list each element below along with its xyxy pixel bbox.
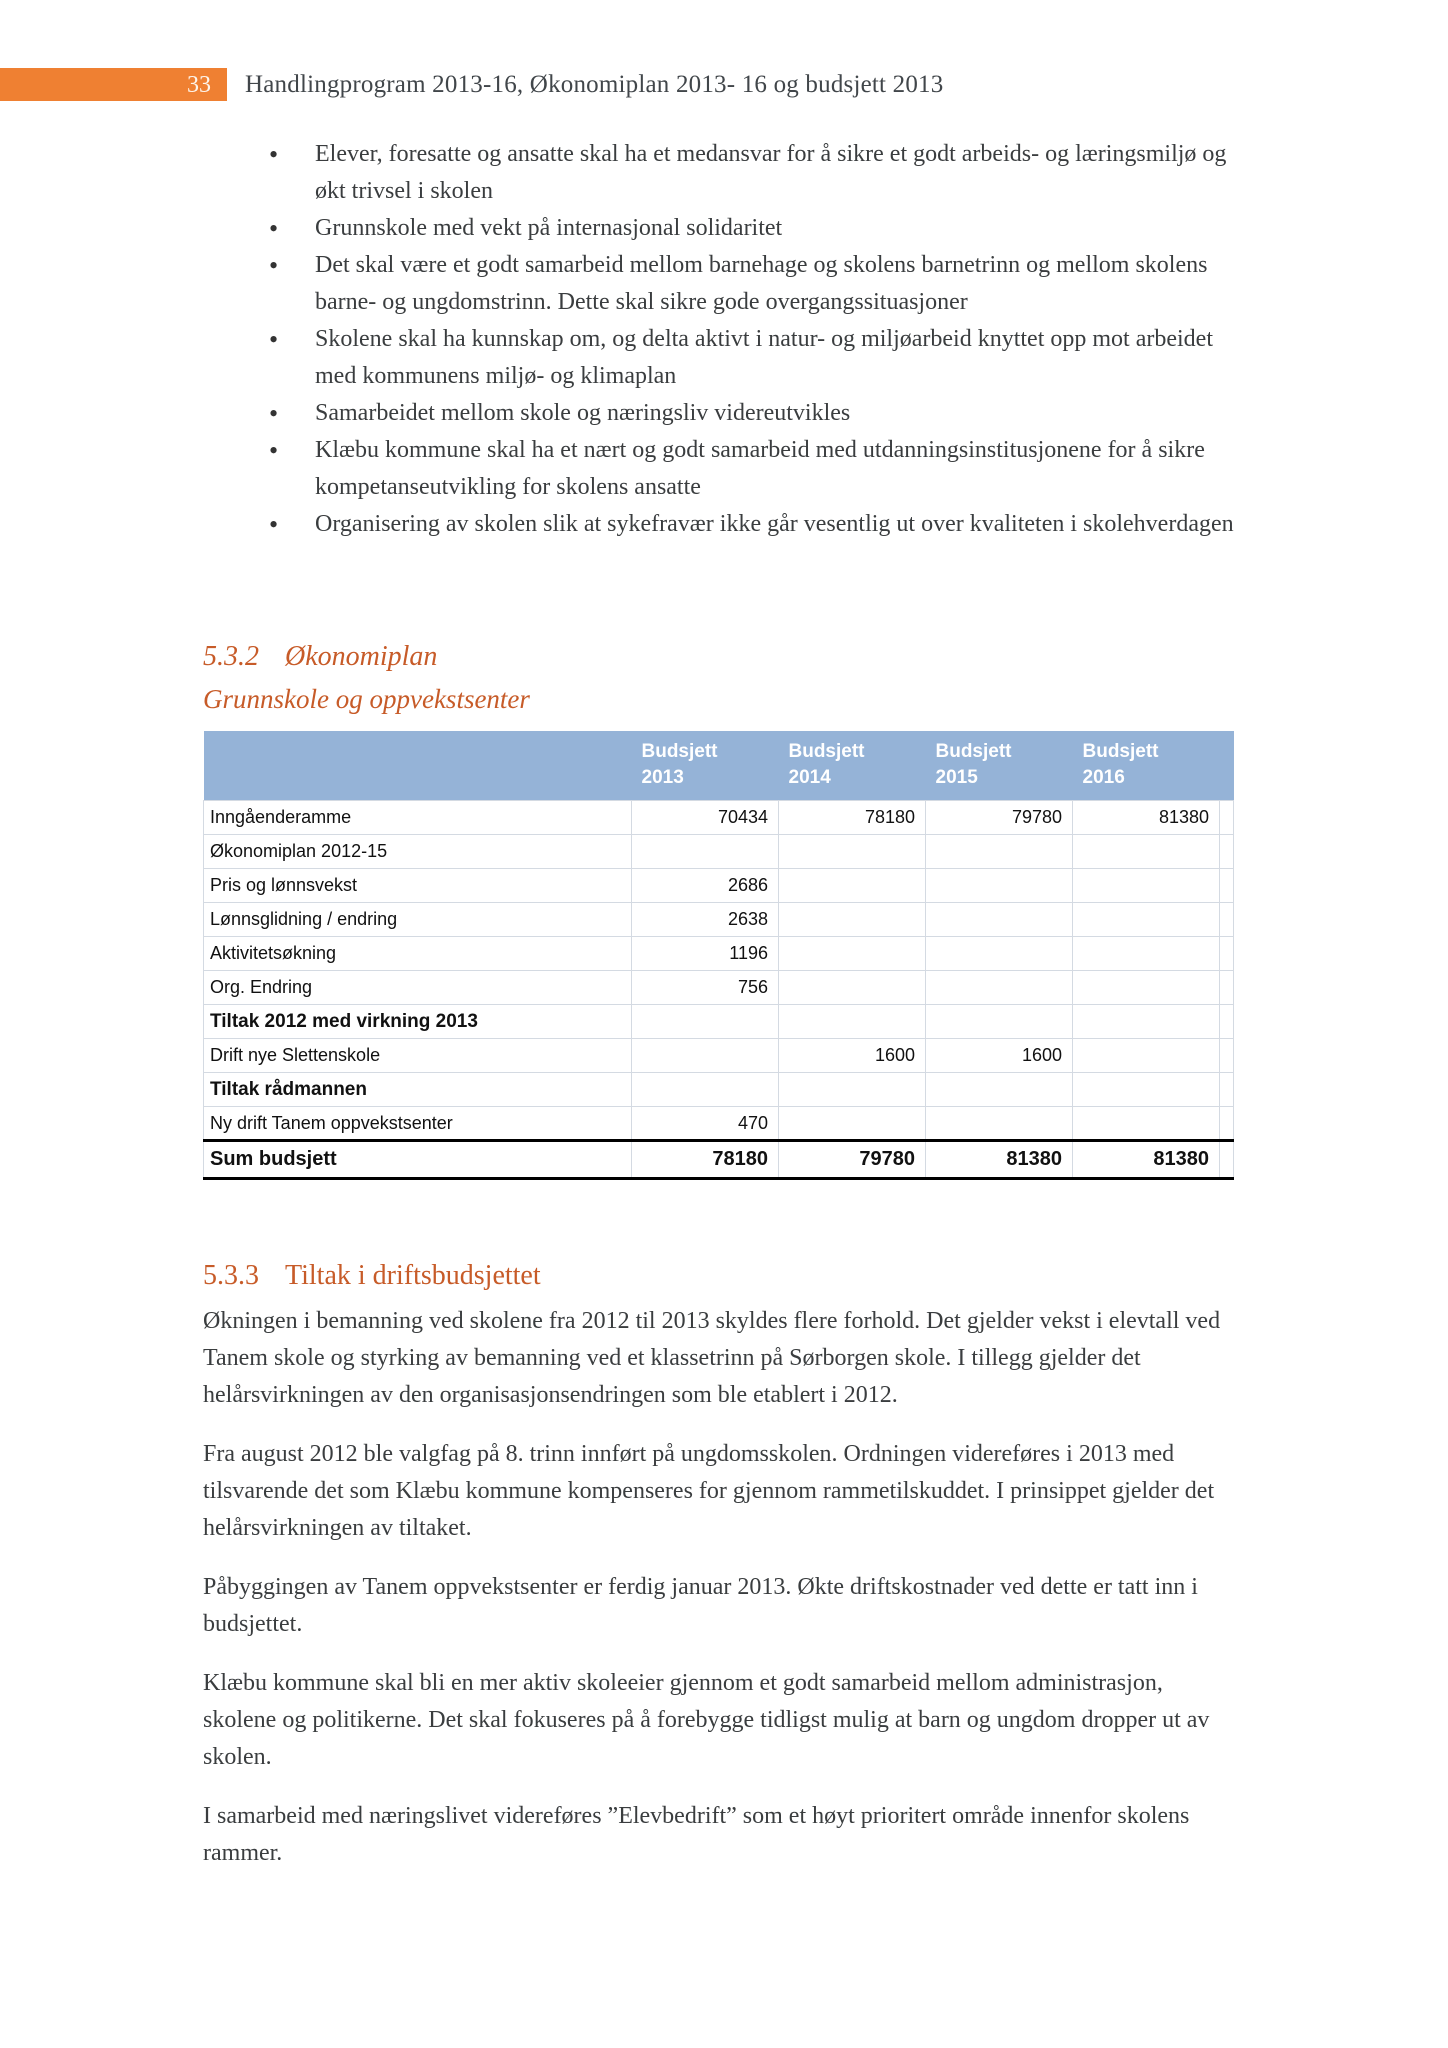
header-cell-budsjett-2013: Budsjett 2013 xyxy=(632,731,779,801)
header-cell-budsjett-2016: Budsjett 2016 xyxy=(1073,731,1220,801)
header-cell-budsjett-2014: Budsjett 2014 xyxy=(779,731,926,801)
list-item: • Elever, foresatte og ansatte skal ha et medansvar for å sikre et godt arbeids- og læringsmiljø og økt trivsel i skolen xyxy=(203,136,1238,210)
body-paragraph: Økningen i bemanning ved skolene fra 2012 til 2013 skyldes flere forhold. Det gjelder vekst i elevtall ved Tanem skole og styrking av bemanning ved et klassetrinn på Sørborgen skole. I tillegg gjelder det helårsvirkningen av den organisasjonsendringen som ble etablert i 2012. xyxy=(203,1308,1221,1409)
list-item: • Det skal være et godt samarbeid mellom barnehage og skolens barnetrinn og mellom skolens barne- og ungdomstrinn. Dette skal sikre gode overgangssituasjoner xyxy=(203,247,1238,321)
section-533-heading xyxy=(203,1258,1238,1293)
list-item: • Skolene skal ha kunnskap om, og delta aktivt i natur- og miljøarbeid knyttet opp mot arbeidet med kommunens miljø- og klimaplan xyxy=(203,321,1238,395)
table-row: Org. Endring 756 xyxy=(204,971,1234,1005)
section-532-heading xyxy=(203,639,1238,674)
section-title: Tiltak i driftsbudsjettet xyxy=(285,1260,541,1292)
budget-table-header xyxy=(204,731,1234,801)
table-row: Drift nye Slettenskole 1600 1600 xyxy=(204,1039,1234,1073)
body-paragraph: I samarbeid med næringslivet videreføres ”Elevbedrift” som et høyt prioritert område innenfor skolens rammer. xyxy=(203,1803,1190,1867)
page-content xyxy=(0,136,1448,1872)
header-cell-sliver xyxy=(1220,731,1234,801)
table-row-group-heading: Tiltak rådmannen xyxy=(204,1073,1234,1107)
table-row: Ny drift Tanem oppvekstsenter 470 xyxy=(204,1107,1234,1141)
section-number: 5.3.2 xyxy=(203,641,259,672)
table-row: Aktivitetsøkning 1196 xyxy=(204,937,1234,971)
page-header xyxy=(0,0,1448,100)
body-paragraph: Klæbu kommune skal bli en mer aktiv skoleeier gjennom et godt samarbeid mellom administrasjon, skolene og politikerne. Det skal fokuseres på å forebygge tidligst mulig at barn og ungdom dropper ut av skolen. xyxy=(203,1670,1210,1771)
document-header-title: Handlingprogram 2013-16, Økonomiplan 2013- 16 og budsjett 2013 xyxy=(245,70,944,98)
header-cell-empty xyxy=(204,731,632,801)
body-paragraph: Påbyggingen av Tanem oppvekstsenter er ferdig januar 2013. Økte driftskostnader ved dette er tatt inn i budsjettet. xyxy=(203,1574,1198,1638)
table-row-sum: Sum budsjett 78180 79780 81380 81380 xyxy=(204,1141,1234,1179)
list-item: • Samarbeidet mellom skole og næringsliv videreutvikles xyxy=(203,395,1238,432)
goal-bullet-list xyxy=(203,136,1238,543)
body-paragraph: Fra august 2012 ble valgfag på 8. trinn innført på ungdomsskolen. Ordningen videreføres i 2013 med tilsvarende det som Klæbu kommune kompenseres for gjennom rammetilskuddet. I prinsippet gjelder det helårsvirkningen av tiltaket. xyxy=(203,1441,1215,1542)
table-row: Økonomiplan 2012-15 xyxy=(204,835,1234,869)
section-532 xyxy=(203,639,1238,1180)
section-532-subtitle: Grunnskole og oppvekstsenter xyxy=(203,684,530,714)
list-item: • Organisering av skolen slik at sykefravær ikke går vesentlig ut over kvaliteten i skolehverdagen xyxy=(203,506,1238,543)
section-title: Økonomiplan xyxy=(285,641,438,672)
section-number: 5.3.3 xyxy=(203,1260,259,1292)
table-row-group-heading: Tiltak 2012 med virkning 2013 xyxy=(204,1005,1234,1039)
table-row: Inngåenderamme 70434 78180 79780 81380 xyxy=(204,801,1234,835)
page-number: 33 xyxy=(187,71,211,98)
list-item: • Grunnskole med vekt på internasjonal solidaritet xyxy=(203,210,1238,247)
list-item: • Klæbu kommune skal ha et nært og godt samarbeid med utdanningsinstitusjonene for å sikre kompetanseutvikling for skolens ansatte xyxy=(203,432,1238,506)
table-row: Lønnsglidning / endring 2638 xyxy=(204,903,1234,937)
page-number-bar xyxy=(0,68,227,101)
budget-table xyxy=(203,731,1234,1180)
table-row: Pris og lønnsvekst 2686 xyxy=(204,869,1234,903)
header-cell-budsjett-2015: Budsjett 2015 xyxy=(926,731,1073,801)
section-533 xyxy=(203,1258,1238,1872)
